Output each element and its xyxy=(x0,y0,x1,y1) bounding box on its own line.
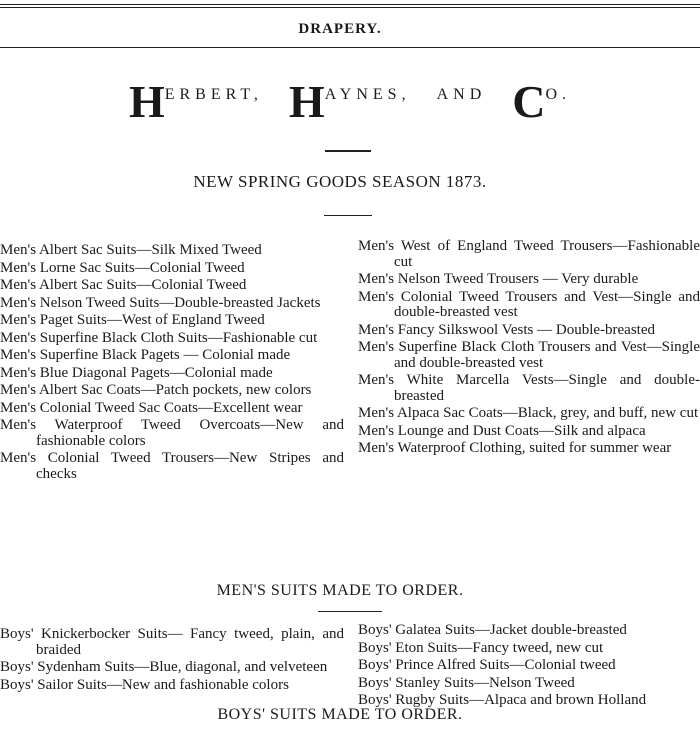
goods-list-item: Men's Colonial Tweed Trousers—New Stripes and checks xyxy=(0,450,344,482)
firm-name xyxy=(0,75,700,128)
goods-list-item: Boys' Prince Alfred Suits—Colonial tweed xyxy=(358,657,616,673)
goods-list-item: Men's Superfine Black Cloth Suits—Fashionable cut xyxy=(0,329,318,346)
goods-list-item: Men's Lounge and Dust Coats—Silk and alpaca xyxy=(358,422,646,439)
goods-list-item: Men's Colonial Tweed Trousers and Vest—Single and double-breasted vest xyxy=(358,288,700,320)
ornamental-dash xyxy=(324,215,372,216)
goods-list-item: Men's Colonial Tweed Sac Coats—Excellent wear xyxy=(0,399,303,416)
goods-list-item: Men's Albert Sac Coats—Patch pockets, new colors xyxy=(0,382,312,398)
goods-list-item: Men's Waterproof Clothing, suited for summer wear xyxy=(358,440,672,456)
mens-goods-right-column xyxy=(358,239,700,459)
goods-list-item: Boys' Stanley Suits—Nelson Tweed xyxy=(358,674,575,691)
goods-list-item: Men's Nelson Tweed Suits—Double-breasted Jackets xyxy=(0,294,321,311)
goods-list-item: Men's Superfine Black Cloth Trousers and Vest—Single and double-breasted vest xyxy=(358,339,700,371)
goods-list-item: Boys' Sydenham Suits—Blue, diagonal, and velveteen xyxy=(0,659,328,675)
top-border-rule-inner xyxy=(0,7,700,8)
goods-list-item: Men's West of England Tweed Trousers—Fashionable cut xyxy=(358,238,700,270)
goods-list-item: Boys' Sailor Suits—New and fashionable colors xyxy=(0,676,289,693)
goods-list-item: Boys' Rugby Suits—Alpaca and brown Holland xyxy=(358,692,647,708)
goods-list-item: Men's Waterproof Tweed Overcoats—New and fashionable colors xyxy=(0,417,344,449)
goods-list-item: Men's Superfine Black Pagets — Colonial made xyxy=(0,347,291,363)
firm-initial-3: C xyxy=(512,76,546,127)
goods-list-item: Men's Blue Diagonal Pagets—Colonial made xyxy=(0,364,273,381)
firm-word-3: O. xyxy=(545,86,572,103)
mens-made-to-order-heading: MEN'S SUITS MADE TO ORDER. xyxy=(216,582,464,599)
goods-list-item: Boys' Galatea Suits—Jacket double-breasted xyxy=(358,622,627,638)
firm-word-2: AYNES, xyxy=(324,86,411,103)
ornamental-dash xyxy=(325,150,371,152)
goods-list-item: Men's Alpaca Sac Coats—Black, grey, and buff, new cut xyxy=(358,405,699,421)
goods-list-item: Men's Paget Suits—West of England Tweed xyxy=(0,312,265,328)
section-heading: DRAPERY. xyxy=(298,21,382,37)
top-border-rule xyxy=(0,4,700,5)
mens-goods-left-column xyxy=(0,243,344,484)
boys-made-to-order-heading: BOYS' SUITS MADE TO ORDER. xyxy=(217,706,463,723)
goods-list-item: Boys' Eton Suits—Fancy tweed, new cut xyxy=(358,639,604,656)
goods-list-item: Men's Nelson Tweed Trousers — Very durable xyxy=(358,271,639,287)
firm-conjunction: AND xyxy=(436,86,487,103)
section-heading-rule xyxy=(0,47,700,48)
goods-list-item: Boys' Knickerbocker Suits— Fancy tweed, plain, and braided xyxy=(0,626,344,658)
goods-list-item: Men's Albert Sac Suits—Silk Mixed Tweed xyxy=(0,242,262,258)
season-heading: NEW SPRING GOODS SEASON 1873. xyxy=(193,172,487,191)
goods-list-item: Men's Lorne Sac Suits—Colonial Tweed xyxy=(0,259,245,276)
firm-word-1: ERBERT, xyxy=(164,86,263,103)
goods-list-item: Men's Albert Sac Suits—Colonial Tweed xyxy=(0,277,247,293)
boys-goods-left-column xyxy=(0,627,344,695)
boys-goods-right-column xyxy=(358,623,700,711)
firm-initial-1: H xyxy=(128,76,165,127)
firm-initial-2: H xyxy=(288,76,325,127)
goods-list-item: Men's Fancy Silkswool Vests — Double-breasted xyxy=(358,321,655,338)
goods-list-item: Men's White Marcella Vests—Single and double-breasted xyxy=(358,372,700,404)
ornamental-dash xyxy=(318,611,382,612)
